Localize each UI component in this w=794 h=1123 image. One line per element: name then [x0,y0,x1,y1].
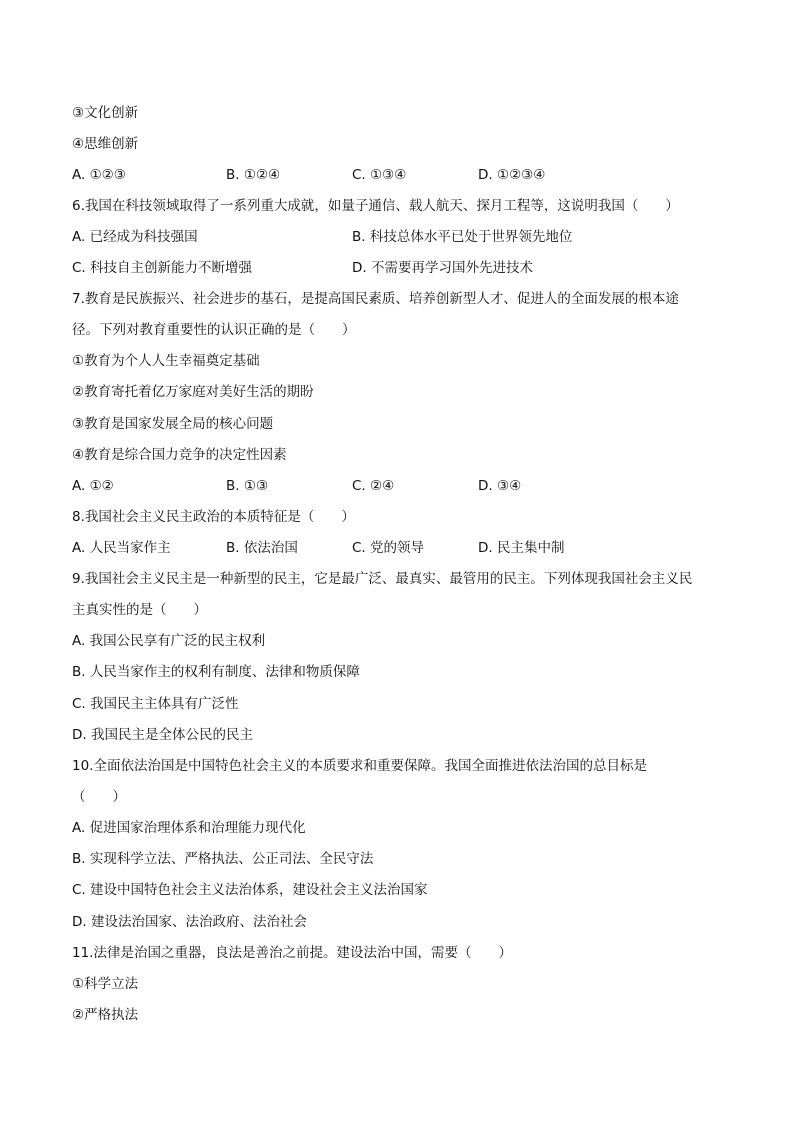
q10-option-d[interactable]: D. 建设法治国家、法治政府、法治社会 [72,914,307,930]
q9-stem-line1: 9.我国社会主义民主是一种新型的民主，它是最广泛、最真实、最管用的民主。下列体现我国社会主义民 [72,571,693,587]
q9-stem-line2: 主真实性的是（ ） [72,602,207,618]
q7-option-d[interactable]: D. ③④ [478,478,522,494]
q7-item-4: ④教育是综合国力竞争的决定性因素 [72,447,287,463]
q6-options-row1 [72,227,732,247]
q11-stem: 11.法律是治国之重器，良法是善治之前提。建设法治中国，需要（ ） [72,945,512,961]
q8-option-a[interactable]: A. 人民当家作主 [72,540,171,556]
q6-option-b[interactable]: B. 科技总体水平已处于世界领先地位 [352,229,573,245]
q5-item-3: ③文化创新 [72,105,139,121]
q9-option-a[interactable]: A. 我国公民享有广泛的民主权利 [72,633,266,649]
q8-options [72,538,732,558]
q5-option-b[interactable]: B. ①②④ [226,167,281,183]
q7-options [72,476,732,496]
q5-options [72,165,732,185]
q8-stem: 8.我国社会主义民主政治的本质特征是（ ） [72,509,355,525]
q9-option-c[interactable]: C. 我国民主主体具有广泛性 [72,696,239,712]
q10-stem-line2: （ ） [72,789,126,805]
q7-stem-line2: 径。下列对教育重要性的认识正确的是（ ） [72,322,356,338]
q8-option-b[interactable]: B. 依法治国 [226,540,298,556]
q5-item-4: ④思维创新 [72,136,139,152]
q7-stem-line1: 7.教育是民族振兴、社会进步的基石，是提高国民素质、培养创新型人才、促进人的全面发展的根本途 [72,291,679,307]
q6-option-a[interactable]: A. 已经成为科技强国 [72,229,198,245]
q9-option-d[interactable]: D. 我国民主是全体公民的民主 [72,727,253,743]
q5-option-c[interactable]: C. ①③④ [352,167,407,183]
q9-option-b[interactable]: B. 人民当家作主的权利有制度、法律和物质保障 [72,664,360,680]
q10-option-a[interactable]: A. 促进国家治理体系和治理能力现代化 [72,820,306,836]
q8-option-d[interactable]: D. 民主集中制 [478,540,565,556]
q5-option-d[interactable]: D. ①②③④ [478,167,546,183]
q7-item-1: ①教育为个人人生幸福奠定基础 [72,353,260,369]
q6-option-c[interactable]: C. 科技自主创新能力不断增强 [72,260,253,276]
q6-option-d[interactable]: D. 不需要再学习国外先进技术 [352,260,533,276]
q7-item-3: ③教育是国家发展全局的核心问题 [72,416,274,432]
q10-option-c[interactable]: C. 建设中国特色社会主义法治体系，建设社会主义法治国家 [72,882,428,898]
q10-stem-line1: 10.全面依法治国是中国特色社会主义的本质要求和重要保障。我国全面推进依法治国的总目标是 [72,758,647,774]
q7-option-c[interactable]: C. ②④ [352,478,395,494]
q10-option-b[interactable]: B. 实现科学立法、严格执法、公正司法、全民守法 [72,851,374,867]
q6-options-row2 [72,258,732,278]
q7-option-a[interactable]: A. ①② [72,478,114,494]
q5-option-a[interactable]: A. ①②③ [72,167,126,183]
q11-item-2: ②严格执法 [72,1007,139,1023]
q7-item-2: ②教育寄托着亿万家庭对美好生活的期盼 [72,384,314,400]
q8-option-c[interactable]: C. 党的领导 [352,540,425,556]
q6-stem: 6.我国在科技领域取得了一系列重大成就，如量子通信、载人航天、探月工程等，这说明我国（ ） [72,198,679,214]
q7-option-b[interactable]: B. ①③ [226,478,269,494]
q11-item-1: ①科学立法 [72,976,139,992]
